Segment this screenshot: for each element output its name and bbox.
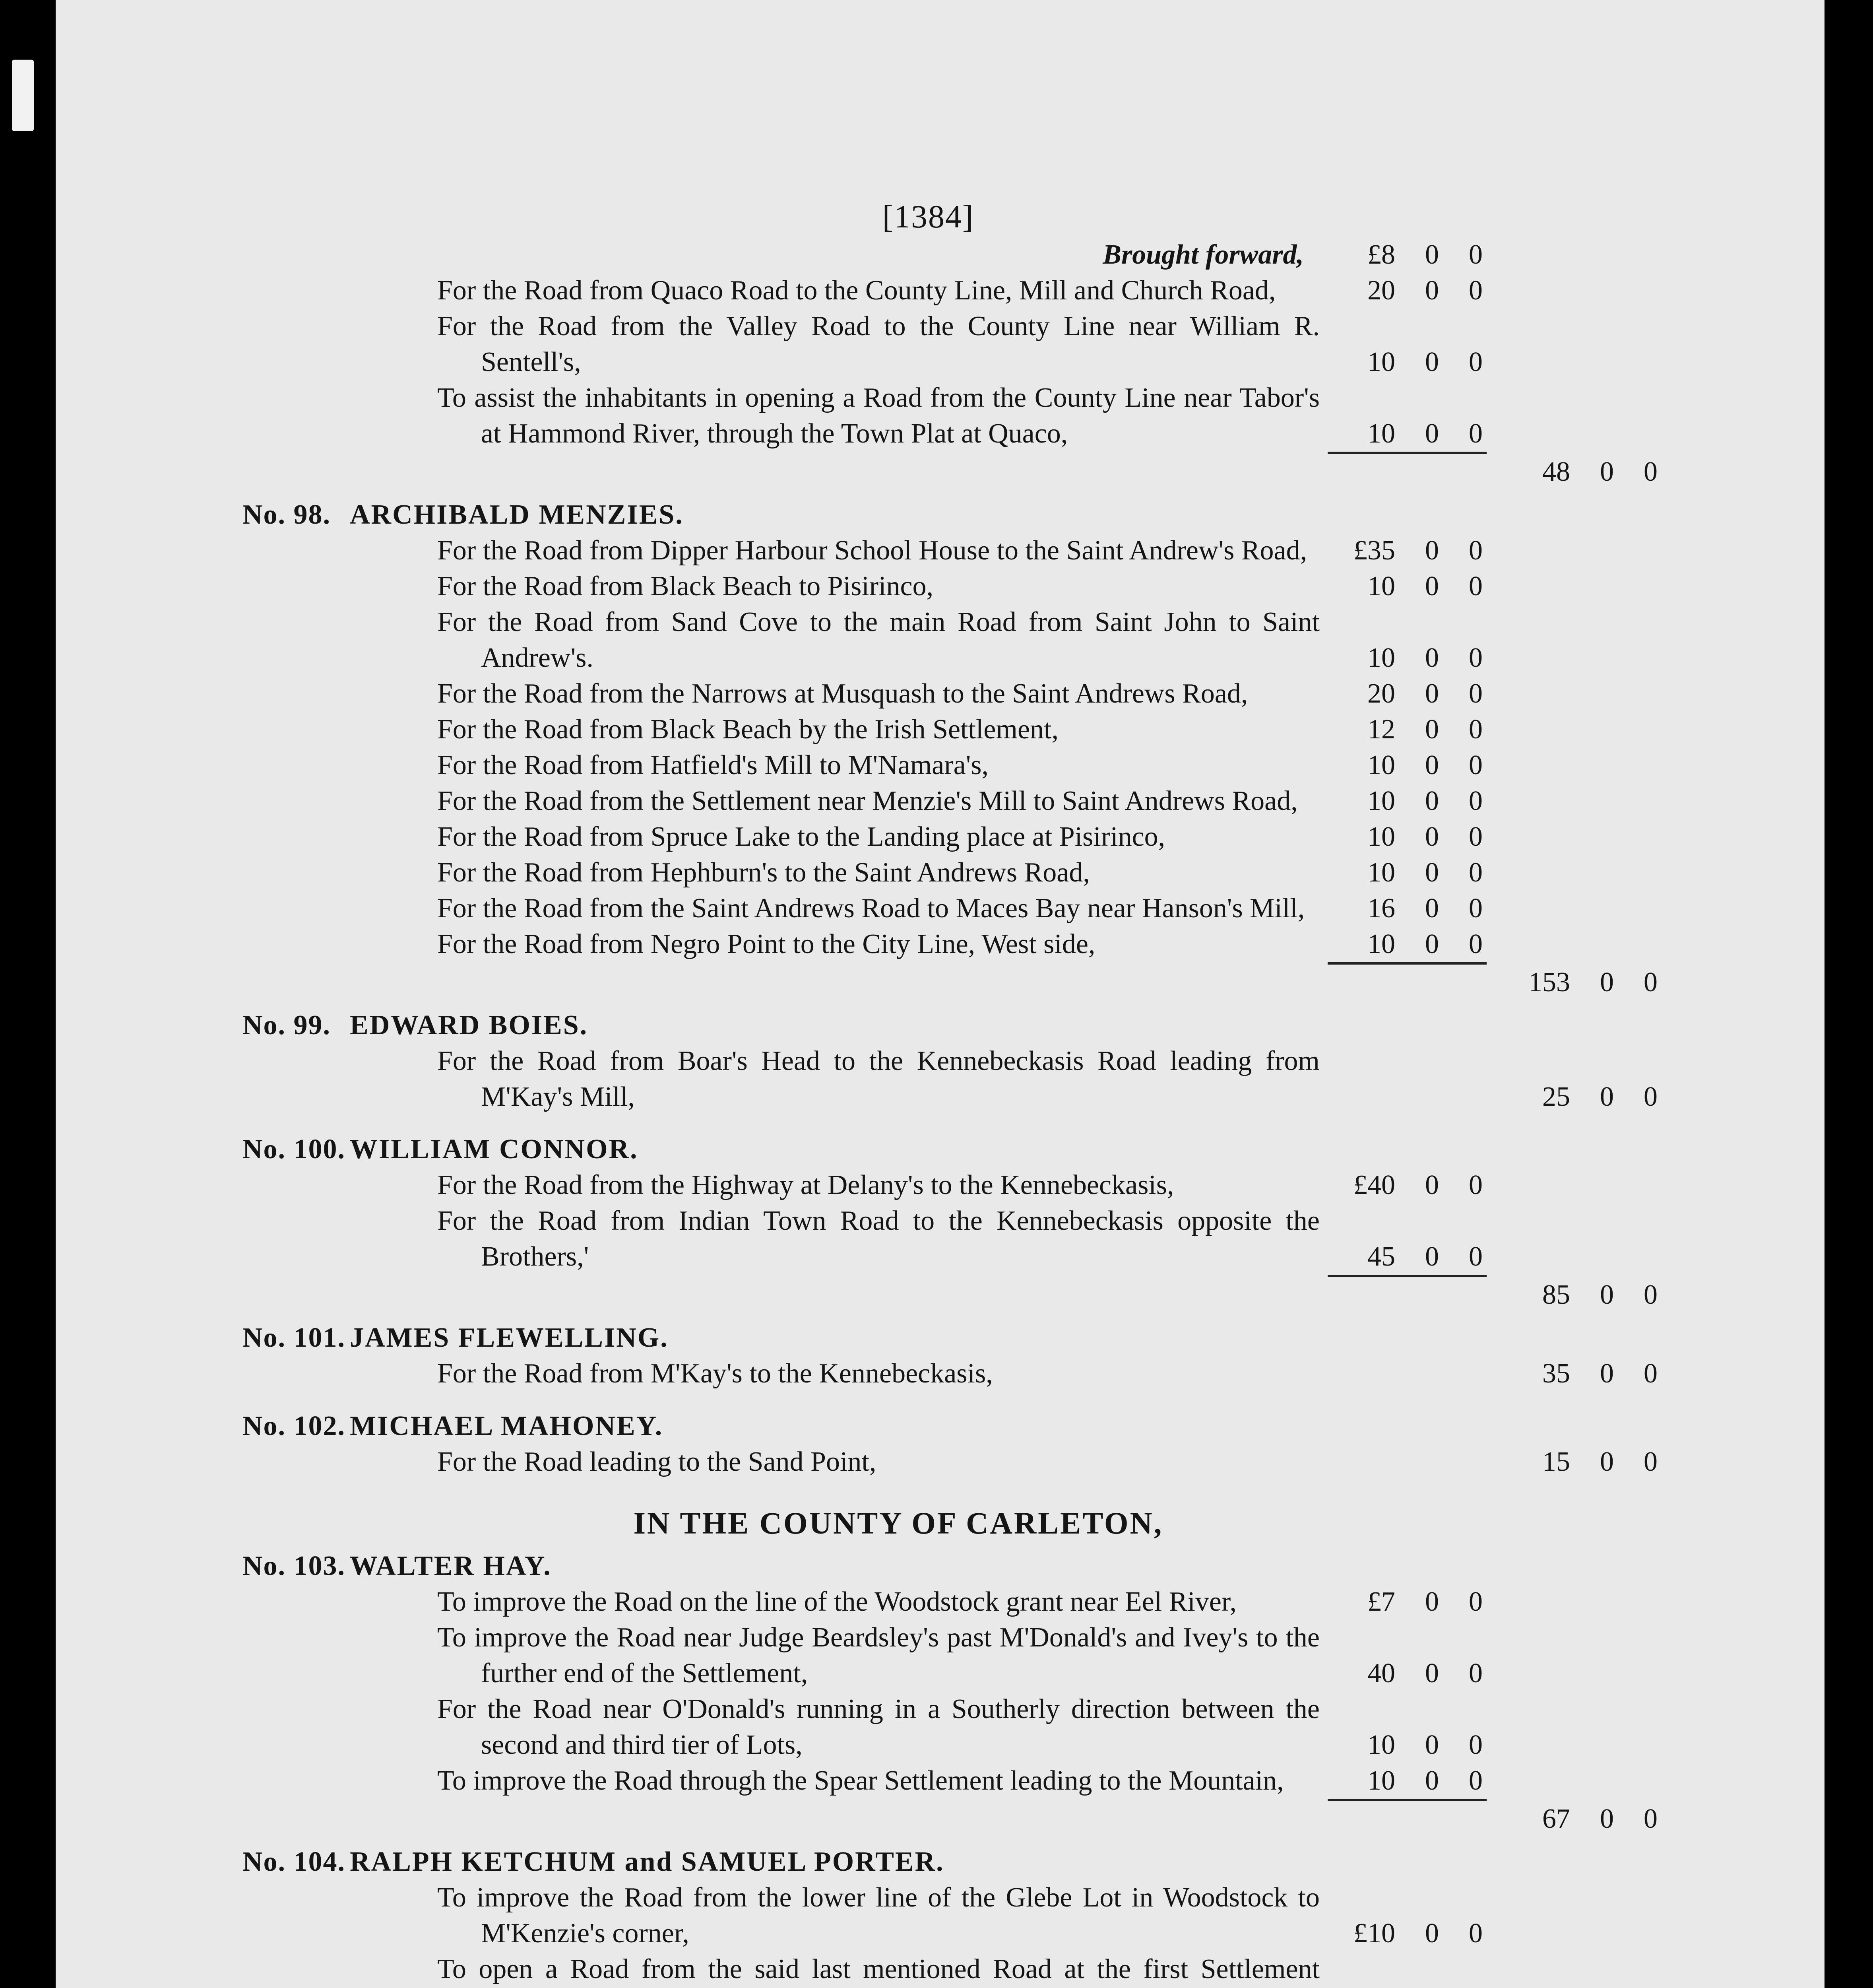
grantee-name: WILLIAM CONNOR.: [350, 1134, 638, 1165]
line-item: [242, 891, 1654, 926]
section-total-row: [242, 1277, 1658, 1313]
county-heading: IN THE COUNTY OF CARLETON,: [633, 1506, 1163, 1540]
line-item: [242, 1043, 1658, 1115]
item-description: For the Road from Black Beach to Pisirinco,: [437, 571, 934, 602]
section-number: No. 104.: [242, 1846, 346, 1877]
line-item: [242, 1584, 1654, 1620]
section-header: [242, 1008, 1654, 1043]
line-item: [242, 604, 1654, 676]
line-item: [242, 1951, 1654, 1988]
item-amount: 10 0 0: [1367, 418, 1483, 449]
item-amount: £7 0 0: [1367, 1586, 1483, 1617]
item-amount: 10 0 0: [1367, 786, 1483, 816]
brought-forward-label: Brought forward,: [1103, 239, 1304, 270]
brought-forward-amount: £8 0 0: [1367, 239, 1483, 270]
section-total: 25 0 0: [1542, 1081, 1658, 1112]
initial-total-row: [242, 454, 1658, 490]
item-description: For the Road from the Settlement near Menzie's Mill to Saint Andrews Road,: [437, 786, 1298, 816]
line-item: [242, 1203, 1654, 1275]
item-amount: 10 0 0: [1367, 1730, 1483, 1760]
line-item: [242, 855, 1654, 891]
document-page: [56, 0, 1825, 1988]
section-header: [242, 1844, 1654, 1880]
section-total: 67 0 0: [1542, 1804, 1658, 1834]
section-header: [242, 1408, 1654, 1444]
item-description: For the Road from Quaco Road to the County Line, Mill and Church Road,: [437, 275, 1276, 306]
item-amount: £35 0 0: [1353, 535, 1483, 566]
line-item: [242, 1356, 1658, 1392]
item-amount: 20 0 0: [1367, 275, 1483, 306]
item-description: For the Road from Boar's Head to the Kennebeckasis Road leading from M'Kay's Mill,: [437, 1046, 1320, 1112]
section-number: No. 99.: [242, 1010, 331, 1041]
section-total: 35 0 0: [1542, 1358, 1658, 1389]
grantee-name: WALTER HAY.: [350, 1551, 552, 1581]
line-item: [242, 569, 1654, 604]
section-number: No. 100.: [242, 1134, 346, 1165]
item-description: For the Road leading to the Sand Point,: [437, 1446, 876, 1477]
line-item: [242, 1620, 1654, 1691]
item-amount: 10 0 0: [1367, 347, 1483, 377]
section-number: No. 101.: [242, 1322, 346, 1353]
item-description: For the Road from Negro Point to the City Line, West side,: [437, 929, 1095, 959]
line-item: [242, 1880, 1654, 1951]
item-amount: 16 0 0: [1367, 893, 1483, 924]
item-amount: 10 0 0: [1367, 821, 1483, 852]
item-description: For the Road from the Saint Andrews Road to Maces Bay near Hanson's Mill,: [437, 893, 1305, 924]
item-amount: 12 0 0: [1367, 714, 1483, 745]
item-description: For the Road from Black Beach by the Irish Settlement,: [437, 714, 1059, 745]
item-description: For the Road from Hephburn's to the Saint Andrews Road,: [437, 857, 1090, 888]
section-total-row: [242, 965, 1658, 1000]
item-amount: 10 0 0: [1367, 571, 1483, 602]
grantee-name: ARCHIBALD MENZIES.: [350, 499, 684, 530]
grantee-name: MICHAEL MAHONEY.: [350, 1411, 663, 1441]
item-amount: 40 0 0: [1367, 1658, 1483, 1689]
item-description: To improve the Road near Judge Beardsley's past M'Donald's and Ivey's to the further end of the Settlement,: [437, 1622, 1320, 1689]
item-amount: 10 0 0: [1367, 750, 1483, 780]
section-header: [242, 1320, 1654, 1356]
section-number: No. 102.: [242, 1411, 346, 1441]
item-description: For the Road from the Narrows at Musquash to the Saint Andrews Road,: [437, 678, 1248, 709]
item-description: For the Road from the Highway at Delany's to the Kennebeckasis,: [437, 1170, 1174, 1200]
grantee-name: JAMES FLEWELLING.: [350, 1322, 669, 1353]
item-description: To improve the Road through the Spear Settlement leading to the Mountain,: [437, 1765, 1284, 1796]
sections-county-carleton: [242, 1548, 1658, 1988]
item-description: For the Road from Hatfield's Mill to M'Namara's,: [437, 750, 989, 780]
grantee-name: EDWARD BOIES.: [350, 1010, 588, 1041]
item-description: For the Road near O'Donald's running in a Southerly direction between the second and third tier of Lots,: [437, 1694, 1320, 1760]
page-number: [1384]: [882, 198, 974, 235]
brought-forward-row: [242, 237, 1654, 273]
item-description: For the Road from M'Kay's to the Kennebeckasis,: [437, 1358, 993, 1389]
line-item: [242, 273, 1654, 309]
item-amount: 45 0 0: [1367, 1241, 1483, 1272]
line-item: [242, 1444, 1658, 1480]
item-description: To open a Road from the said last mentioned Road at the first Settlement: [437, 1954, 1320, 1984]
page-content: [242, 198, 1658, 1988]
section-header: [242, 1548, 1654, 1584]
item-amount: £40 0 0: [1353, 1170, 1483, 1200]
initial-items: [242, 273, 1654, 452]
line-item: [242, 676, 1654, 712]
item-description: To improve the Road on the line of the Woodstock grant near Eel River,: [437, 1586, 1237, 1617]
section-header: [242, 1132, 1654, 1167]
item-amount: 10 0 0: [1367, 1765, 1483, 1796]
section-number: No. 103.: [242, 1551, 346, 1581]
item-description: For the Road from Spruce Lake to the Landing place at Pisirinco,: [437, 821, 1165, 852]
line-item: [242, 747, 1654, 783]
section-total-row: [242, 1801, 1658, 1837]
line-item: [242, 1167, 1654, 1203]
section-total: 153 0 0: [1528, 967, 1658, 998]
line-item: [242, 783, 1654, 819]
sections-before-county: [242, 497, 1658, 1489]
section-total: 85 0 0: [1542, 1279, 1658, 1310]
line-item: [242, 380, 1654, 452]
line-item: [242, 1763, 1654, 1799]
initial-total: 48 0 0: [1542, 456, 1658, 487]
item-description: For the Road from the Valley Road to the County Line near William R. Sentell's,: [437, 311, 1320, 377]
item-amount: £10 0 0: [1353, 1918, 1483, 1949]
section-total: 15 0 0: [1542, 1446, 1658, 1477]
line-item: [242, 712, 1654, 747]
line-item: [242, 533, 1654, 569]
item-amount: 10 0 0: [1367, 857, 1483, 888]
item-amount: 20 0 0: [1367, 678, 1483, 709]
item-description: For the Road from Indian Town Road to the Kennebeckasis opposite the Brothers,': [437, 1206, 1320, 1272]
line-item: [242, 926, 1654, 962]
item-description: To assist the inhabitants in opening a Road from the County Line near Tabor's at Hammond River, through the Town Plat at Quaco,: [437, 382, 1320, 449]
grantee-name: RALPH KETCHUM and SAMUEL PORTER.: [350, 1846, 944, 1877]
scan-edge-mark-top: [12, 60, 34, 131]
item-description: For the Road from Dipper Harbour School House to the Saint Andrew's Road,: [437, 535, 1307, 566]
item-amount: 10 0 0: [1367, 929, 1483, 959]
line-item: [242, 1691, 1654, 1763]
item-description: To improve the Road from the lower line of the Glebe Lot in Woodstock to M'Kenzie's corner,: [437, 1882, 1320, 1949]
section-header: [242, 497, 1654, 533]
item-description: For the Road from Sand Cove to the main Road from Saint John to Saint Andrew's.: [437, 607, 1320, 673]
line-item: [242, 309, 1654, 380]
line-item: [242, 819, 1654, 855]
item-amount: 10 0 0: [1367, 643, 1483, 673]
section-number: No. 98.: [242, 499, 331, 530]
